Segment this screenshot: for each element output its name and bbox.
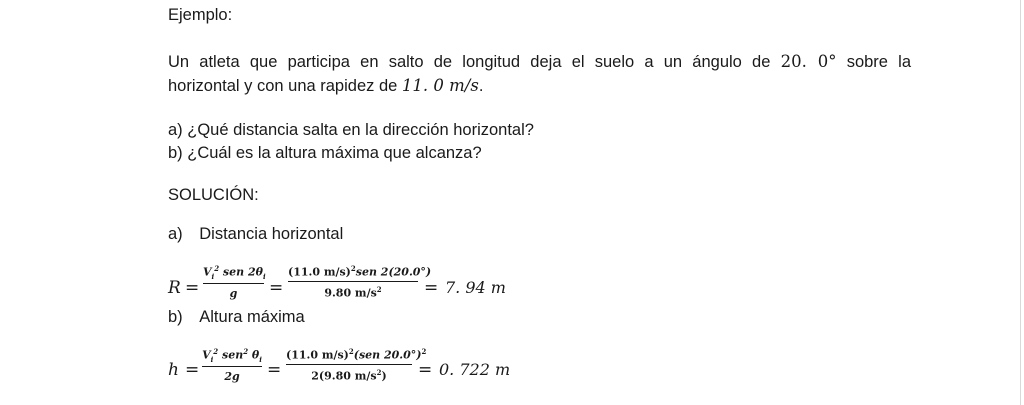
eq-b-fraction-2: (11.0 m/s)$^2$(sen 20.0°)$^2$ 2(9.80 $m/s^2$)	[286, 347, 427, 383]
part-b-title: Altura máxima	[199, 308, 305, 326]
speed-value: 11. 0 m/s	[401, 76, 479, 95]
eq-a-f1-num: V	[203, 265, 212, 279]
part-b-label: b)	[168, 308, 183, 326]
eq-a-lhs: R	[168, 278, 181, 298]
equation-b	[168, 344, 568, 400]
eq-b-f2-den-post: )	[381, 369, 387, 383]
eq-a-equals-2: =	[269, 278, 284, 298]
angle-value: 20. 0°	[780, 52, 837, 71]
eq-b-equals-1: =	[185, 360, 200, 380]
eq-b-fraction-1: $V_i^2$ sen$^2$ $\theta_i$ 2g	[202, 347, 262, 383]
eq-b-f2-num: (11.0 m/s)	[286, 348, 349, 362]
part-a-title: Distancia horizontal	[199, 225, 344, 243]
eq-a-fraction-1: $V_i^2$ sen $2\theta_i$ g	[203, 264, 266, 300]
equation-a	[168, 260, 568, 310]
eq-b-f1-num: V	[202, 348, 211, 362]
eq-b-equals-3: =	[418, 360, 433, 380]
part-a-label: a)	[168, 225, 183, 243]
eq-b-equals-2: =	[267, 360, 282, 380]
problem-line-1-end: sobre la	[846, 53, 912, 71]
part-b-heading	[168, 308, 305, 327]
page-edge-line	[1020, 0, 1021, 405]
eq-a-f1-num-rest: sen 2θ	[219, 265, 263, 279]
eq-b-f2-den-pre: 2(9.80 m/s	[311, 369, 377, 383]
eq-b-f2-num-rest: (sen 20.0°)	[353, 348, 422, 362]
part-a-heading	[168, 225, 343, 244]
eq-b-f1-num-rest: sen	[218, 348, 244, 362]
solution-label: SOLUCIÓN:	[168, 186, 259, 204]
eq-a-result: 7. 94 m	[445, 278, 506, 297]
eq-b-lhs: h	[168, 360, 179, 380]
question-b: b) ¿Cuál es la altura máxima que alcanza?	[168, 144, 482, 162]
question-a: a) ¿Qué distancia salta en la dirección horizontal?	[168, 121, 534, 139]
eq-b-result: 0. 722 m	[439, 360, 511, 379]
problem-line-2-text: horizontal y con una rapidez de	[168, 77, 398, 95]
problem-line-1	[168, 52, 911, 72]
eq-a-fraction-2: (11.0 m/s)$^2$sen 2(20.0°) 9.80 $m/s^2$	[288, 264, 432, 300]
problem-line-2	[168, 76, 483, 96]
eq-a-f2-num-rest: sen 2(20.0°)	[355, 265, 432, 279]
eq-a-f1-den: g	[229, 286, 238, 300]
eq-b-f1-num-tail: θ	[248, 348, 260, 362]
eq-a-f2-num: (11.0 m/s)	[288, 265, 351, 279]
eq-a-equals-1: =	[185, 278, 200, 298]
eq-a-equals-3: =	[424, 278, 439, 298]
heading: Ejemplo:	[168, 6, 233, 24]
eq-a-f2-den: 9.80 m/s	[324, 286, 377, 300]
eq-b-f1-den: 2g	[224, 369, 240, 383]
problem-line-1-text: Un atleta que participa en salto de longitud deja el suelo a un ángulo de	[168, 53, 771, 71]
period: .	[478, 77, 484, 95]
